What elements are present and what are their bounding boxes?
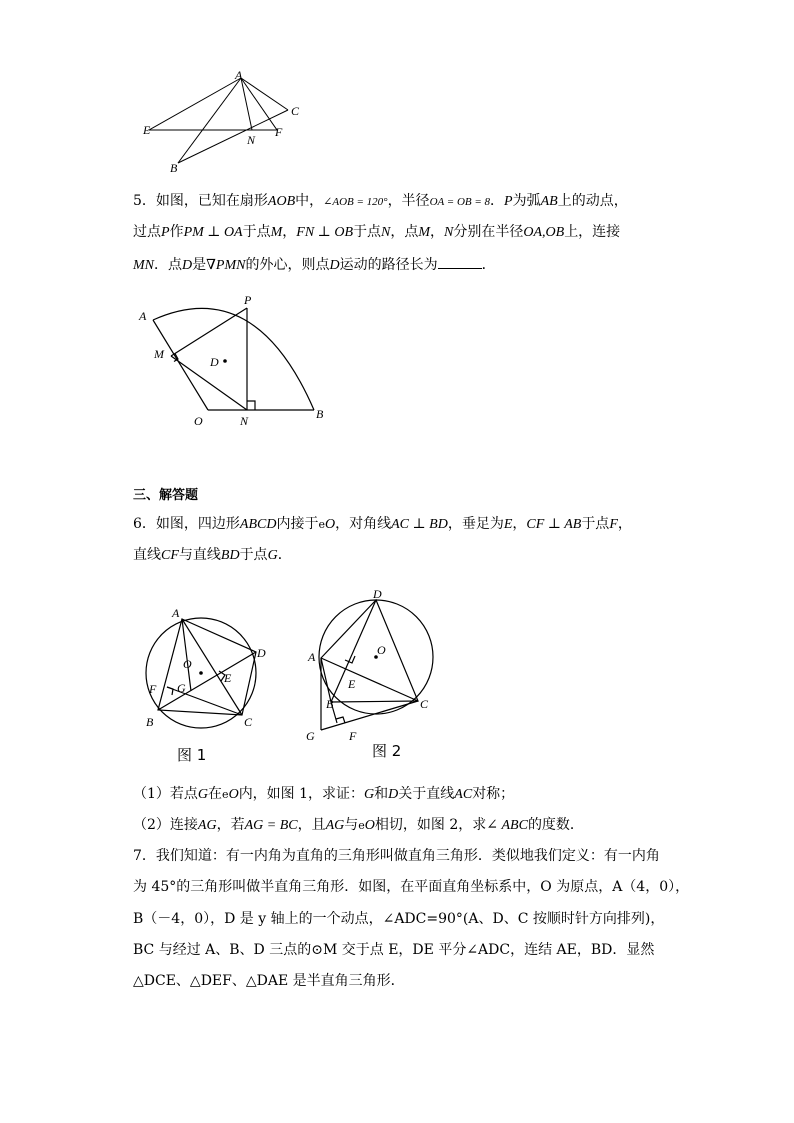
- label-a: A: [235, 68, 243, 82]
- right-angle-f: [167, 687, 173, 695]
- label-e: E: [348, 677, 356, 691]
- label-b: B: [326, 697, 334, 711]
- segment-bc: [178, 110, 288, 163]
- label-g: G: [306, 729, 315, 743]
- label-o: O: [377, 643, 386, 657]
- label-f: F: [149, 682, 157, 696]
- label-g: G: [177, 681, 186, 695]
- label-n: N: [240, 414, 249, 428]
- caption-fig2: 图 2: [372, 742, 402, 760]
- label-f: F: [349, 729, 357, 743]
- label-d: D: [373, 587, 382, 601]
- label-d: D: [257, 646, 266, 660]
- q6-part-1: （1）若点G在eO内，如图 1，求证：G和D关于直线AC对称；: [133, 786, 515, 802]
- label-a: A: [139, 309, 147, 323]
- answer-blank: [438, 254, 482, 269]
- q6-part-2: （2）连接AG，若AG = BC，且AG与eO相切，如图 2，求∠ ABC的度数．: [133, 817, 584, 833]
- q5-line-2: 过点P作PM ⊥ OA于点M，FN ⊥ OB于点N，点M，N分别在半径OA,OB上，连接: [133, 224, 621, 240]
- label-b: B: [316, 407, 324, 421]
- label-b: B: [146, 715, 154, 729]
- figure-q6-2: [300, 582, 450, 772]
- q7-line-1: 7．我们知道：有一内角为直角的三角形叫做直角三角形．类似地我们定义：有一内角: [133, 848, 660, 864]
- label-c: C: [291, 104, 300, 118]
- segment-pm: [171, 308, 247, 356]
- section-heading: 三、解答题: [133, 488, 199, 503]
- label-c: C: [244, 715, 253, 729]
- right-angle-n: [247, 401, 255, 410]
- segment-ac: [241, 78, 288, 110]
- q7-line-5: △DCE、△DEF、△DAE 是半直角三角形．: [133, 973, 405, 989]
- figure-q6-1: [138, 600, 278, 770]
- q7-line-3: B（－4，0），D 是 y 轴上的一个动点，∠ADC=90°(A、D、C 按顺时针方向排列)，: [133, 911, 665, 927]
- label-d: D: [210, 355, 219, 369]
- label-n: N: [247, 133, 256, 147]
- q5-line-3: MN．点D是∇PMN的外心，则点D运动的路径长为 ．: [133, 254, 496, 276]
- line-cg: [321, 701, 418, 730]
- q6-line-2: 直线CF与直线BD于点G．: [133, 547, 292, 563]
- label-o: O: [194, 414, 203, 428]
- label-a: A: [308, 650, 316, 664]
- label-e: E: [224, 671, 232, 685]
- label-b: B: [170, 161, 178, 175]
- segment-ae: [149, 78, 241, 130]
- label-e: E: [143, 123, 151, 137]
- segment-ab: [178, 78, 241, 163]
- quadrilateral-abcd: [158, 619, 256, 715]
- radius-oa: [153, 320, 208, 410]
- figure-q5: [130, 290, 340, 440]
- point-o: [199, 671, 203, 675]
- label-p: P: [244, 293, 252, 307]
- label-m: M: [154, 347, 164, 361]
- q6-line-1: 6．如图，四边形ABCD内接于eO，对角线AC ⊥ BD，垂足为E，CF ⊥ AB于点F，: [133, 516, 632, 532]
- label-o: O: [183, 657, 192, 671]
- q7-line-4: BC 与经过 A、B、D 三点的⊙M 交于点 E，DE 平分∠ADC，连结 AE，BD．显然: [133, 942, 655, 958]
- label-f: F: [275, 125, 283, 139]
- segment-mn: [171, 356, 247, 410]
- figure-q4: [140, 68, 310, 178]
- q7-line-2: 为 45°的三角形叫做半直角三角形．如图，在平面直角坐标系中，O 为原点，A（4，0），: [133, 879, 690, 895]
- label-a: A: [172, 606, 180, 620]
- caption-fig1: 图 1: [177, 746, 207, 764]
- label-c: C: [420, 697, 429, 711]
- point-d: [223, 359, 227, 363]
- q5-line-1: 5．如图，已知在扇形AOB中，∠AOB = 120°，半径OA = OB = 8．P为弧AB上的动点，: [133, 193, 628, 209]
